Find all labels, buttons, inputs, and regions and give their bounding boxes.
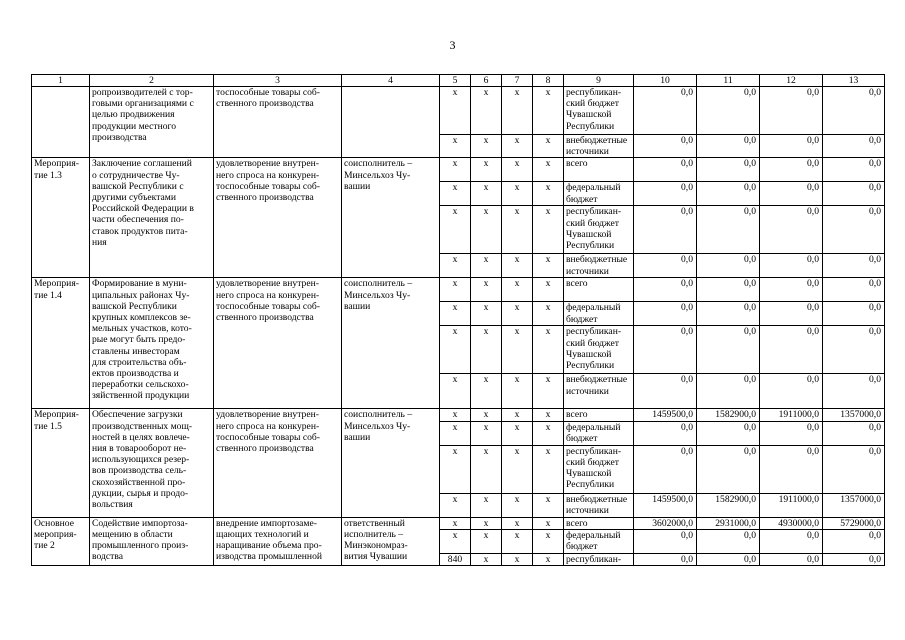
code-cell: х xyxy=(533,87,564,135)
table-body xyxy=(32,75,885,566)
amount-cell: 1357000,0 xyxy=(823,409,885,421)
code-cell: х xyxy=(502,374,533,409)
column-number: 13 xyxy=(823,75,885,87)
amount-cell: 0,0 xyxy=(697,374,760,409)
amount-cell: 0,0 xyxy=(697,302,760,326)
code-cell: х xyxy=(502,421,533,445)
code-cell: х xyxy=(471,529,502,553)
amount-cell: 0,0 xyxy=(760,445,823,493)
code-cell: х xyxy=(471,135,502,158)
code-cell: х xyxy=(440,254,471,278)
amount-cell: 0,0 xyxy=(634,302,697,326)
funding-source-cell: федеральный бюджет xyxy=(564,182,634,206)
code-cell: х xyxy=(533,529,564,553)
code-cell: х xyxy=(533,326,564,374)
funding-source-cell: федеральный бюджет xyxy=(564,302,634,326)
amount-cell: 0,0 xyxy=(823,553,885,565)
amount-cell: 0,0 xyxy=(823,421,885,445)
column-number: 1 xyxy=(32,75,90,87)
code-cell: х xyxy=(502,493,533,517)
amount-cell: 0,0 xyxy=(634,326,697,374)
code-cell: х xyxy=(471,553,502,565)
expected-result-cell: удовлетворение внутрен- него спроса на конкурен- тоспособные товары соб- ственного производства xyxy=(214,278,342,409)
executor-cell: соисполнитель – Минсельхоз Чу- вашии xyxy=(342,278,440,409)
code-cell: х xyxy=(533,158,564,182)
code-cell: х xyxy=(471,421,502,445)
code-cell: х xyxy=(533,445,564,493)
code-cell: х xyxy=(440,158,471,182)
amount-cell: 0,0 xyxy=(760,529,823,553)
amount-cell: 0,0 xyxy=(634,158,697,182)
column-number: 5 xyxy=(440,75,471,87)
amount-cell: 0,0 xyxy=(697,135,760,158)
code-cell: х xyxy=(502,278,533,302)
amount-cell: 0,0 xyxy=(823,278,885,302)
code-cell: х xyxy=(440,135,471,158)
column-number: 8 xyxy=(533,75,564,87)
table-row xyxy=(32,158,885,182)
code-cell: х xyxy=(502,445,533,493)
code-cell: х xyxy=(533,374,564,409)
measure-number-cell: Основное мероприя- тие 2 xyxy=(32,517,90,565)
amount-cell: 0,0 xyxy=(823,302,885,326)
code-cell: х xyxy=(502,553,533,565)
code-cell: х xyxy=(440,182,471,206)
code-cell: х xyxy=(440,206,471,254)
measure-number-cell xyxy=(32,87,90,158)
code-cell: х xyxy=(502,158,533,182)
amount-cell: 0,0 xyxy=(697,278,760,302)
column-number: 6 xyxy=(471,75,502,87)
amount-cell: 3602000,0 xyxy=(634,517,697,529)
amount-cell: 0,0 xyxy=(823,158,885,182)
amount-cell: 0,0 xyxy=(697,445,760,493)
funding-source-cell: всего xyxy=(564,158,634,182)
code-cell: х xyxy=(471,493,502,517)
amount-cell: 0,0 xyxy=(697,553,760,565)
funding-source-cell: всего xyxy=(564,278,634,302)
measure-number-cell: Мероприя- тие 1.5 xyxy=(32,409,90,517)
amount-cell: 0,0 xyxy=(697,182,760,206)
code-cell: х xyxy=(440,374,471,409)
amount-cell: 0,0 xyxy=(823,326,885,374)
column-number: 3 xyxy=(214,75,342,87)
amount-cell: 4930000,0 xyxy=(760,517,823,529)
amount-cell: 1582900,0 xyxy=(697,409,760,421)
amount-cell: 0,0 xyxy=(697,421,760,445)
amount-cell: 0,0 xyxy=(760,135,823,158)
code-cell: х xyxy=(440,326,471,374)
amount-cell: 0,0 xyxy=(823,135,885,158)
funding-source-cell: всего xyxy=(564,517,634,529)
column-number: 11 xyxy=(697,75,760,87)
code-cell: х xyxy=(471,302,502,326)
measure-number-cell: Мероприя- тие 1.3 xyxy=(32,158,90,278)
amount-cell: 0,0 xyxy=(634,553,697,565)
amount-cell: 1459500,0 xyxy=(634,409,697,421)
code-cell: х xyxy=(533,135,564,158)
amount-cell: 0,0 xyxy=(823,182,885,206)
code-cell: х xyxy=(502,206,533,254)
code-cell: х xyxy=(440,409,471,421)
funding-source-cell: внебюджетные источники xyxy=(564,374,634,409)
funding-source-cell: республикан- ский бюджет Чувашской Республики xyxy=(564,206,634,254)
expected-result-cell: внедрение импортозаме- щающих технологий и наращивание объема про- изводства промышленной xyxy=(214,517,342,565)
code-cell: х xyxy=(471,326,502,374)
amount-cell: 0,0 xyxy=(634,254,697,278)
amount-cell: 0,0 xyxy=(697,326,760,374)
amount-cell: 0,0 xyxy=(760,278,823,302)
executor-cell: ответственный исполнитель – Минэкономраз- вития Чувашии xyxy=(342,517,440,565)
amount-cell: 5729000,0 xyxy=(823,517,885,529)
column-number-row xyxy=(32,75,885,87)
amount-cell: 1582900,0 xyxy=(697,493,760,517)
code-cell: х xyxy=(440,517,471,529)
expected-result-cell: тоспособные товары соб- ственного производства xyxy=(214,87,342,158)
code-cell: х xyxy=(471,278,502,302)
funding-source-cell: внебюджетные источники xyxy=(564,493,634,517)
amount-cell: 0,0 xyxy=(697,87,760,135)
code-cell: х xyxy=(471,206,502,254)
amount-cell: 0,0 xyxy=(634,445,697,493)
code-cell: х xyxy=(440,87,471,135)
funding-source-cell: внебюджетные источники xyxy=(564,135,634,158)
code-cell: х xyxy=(533,517,564,529)
amount-cell: 0,0 xyxy=(760,158,823,182)
code-cell: х xyxy=(502,182,533,206)
code-cell: х xyxy=(502,529,533,553)
code-cell: х xyxy=(471,374,502,409)
measure-name-cell: Формирование в муни- ципальных районах Чу- вашской Республики крупных комплексов зе- мельных участков, кото- рые могут быть предо- ставлены инвесторам для строительства объ- ектов производства и переработки сельскохо- зяйственной продукции xyxy=(90,278,214,409)
amount-cell: 0,0 xyxy=(760,254,823,278)
code-cell: 840 xyxy=(440,553,471,565)
measure-name-cell: ропроизводителей с тор- говыми организациями с целью продвижения продукции местного производства xyxy=(90,87,214,158)
amount-cell: 0,0 xyxy=(760,302,823,326)
code-cell: х xyxy=(440,302,471,326)
table-row xyxy=(32,409,885,421)
amount-cell: 0,0 xyxy=(823,445,885,493)
expected-result-cell: удовлетворение внутрен- него спроса на конкурен- тоспособные товары соб- ственного производства xyxy=(214,409,342,517)
program-financing-table xyxy=(31,74,885,566)
expected-result-cell: удовлетворение внутрен- него спроса на конкурен- тоспособные товары соб- ственного производства xyxy=(214,158,342,278)
code-cell: х xyxy=(533,278,564,302)
table-row xyxy=(32,87,885,135)
code-cell: х xyxy=(502,135,533,158)
amount-cell: 0,0 xyxy=(634,135,697,158)
code-cell: х xyxy=(440,445,471,493)
code-cell: х xyxy=(471,445,502,493)
executor-cell: соисполнитель – Минсельхоз Чу- вашии xyxy=(342,409,440,517)
table-row xyxy=(32,517,885,529)
code-cell: х xyxy=(533,493,564,517)
amount-cell: 0,0 xyxy=(760,421,823,445)
code-cell: х xyxy=(533,421,564,445)
measure-name-cell: Обеспечение загрузки производственных мощ- ностей в целях вовлече- ния в товарооборот не- использующихся резер- вов производства сель- скохозяйственной про- дукции, сырья и продо- вольствия xyxy=(90,409,214,517)
amount-cell: 0,0 xyxy=(634,206,697,254)
code-cell: х xyxy=(533,182,564,206)
amount-cell: 0,0 xyxy=(760,326,823,374)
funding-source-cell: федеральный бюджет xyxy=(564,529,634,553)
code-cell: х xyxy=(471,158,502,182)
column-number: 7 xyxy=(502,75,533,87)
measure-name-cell: Содействие импортоза- мещению в области промышленного произ- водства xyxy=(90,517,214,565)
column-number: 12 xyxy=(760,75,823,87)
amount-cell: 2931000,0 xyxy=(697,517,760,529)
column-number: 4 xyxy=(342,75,440,87)
code-cell: х xyxy=(502,254,533,278)
funding-source-cell: республикан- ский бюджет Чувашской Республики xyxy=(564,87,634,135)
amount-cell: 1459500,0 xyxy=(634,493,697,517)
amount-cell: 0,0 xyxy=(760,206,823,254)
amount-cell: 0,0 xyxy=(634,87,697,135)
code-cell: х xyxy=(502,517,533,529)
funding-source-cell: республикан- ский бюджет Чувашской Республики xyxy=(564,445,634,493)
code-cell: х xyxy=(440,278,471,302)
code-cell: х xyxy=(471,254,502,278)
code-cell: х xyxy=(502,302,533,326)
code-cell: х xyxy=(440,421,471,445)
column-number: 9 xyxy=(564,75,634,87)
amount-cell: 0,0 xyxy=(634,421,697,445)
code-cell: х xyxy=(533,302,564,326)
amount-cell: 0,0 xyxy=(823,87,885,135)
amount-cell: 1911000,0 xyxy=(760,409,823,421)
measure-name-cell: Заключение соглашений о сотрудничестве Чу- вашской Республики с другими субъектами Российской Федерации в части обеспечения по- ставок продуктов пита- ния xyxy=(90,158,214,278)
code-cell: х xyxy=(471,517,502,529)
amount-cell: 0,0 xyxy=(760,374,823,409)
amount-cell: 0,0 xyxy=(634,278,697,302)
amount-cell: 0,0 xyxy=(823,206,885,254)
amount-cell: 0,0 xyxy=(823,374,885,409)
amount-cell: 1911000,0 xyxy=(760,493,823,517)
table-row xyxy=(32,278,885,302)
executor-cell xyxy=(342,87,440,158)
amount-cell: 0,0 xyxy=(634,529,697,553)
code-cell: х xyxy=(502,409,533,421)
page-number: 3 xyxy=(449,38,456,52)
code-cell: х xyxy=(533,254,564,278)
code-cell: х xyxy=(440,529,471,553)
amount-cell: 0,0 xyxy=(697,206,760,254)
executor-cell: соисполнитель – Минсельхоз Чу- вашии xyxy=(342,158,440,278)
code-cell: х xyxy=(471,409,502,421)
code-cell: х xyxy=(471,182,502,206)
code-cell: х xyxy=(502,326,533,374)
column-number: 10 xyxy=(634,75,697,87)
measure-number-cell: Мероприя- тие 1.4 xyxy=(32,278,90,409)
amount-cell: 1357000,0 xyxy=(823,493,885,517)
amount-cell: 0,0 xyxy=(760,87,823,135)
code-cell: х xyxy=(502,87,533,135)
amount-cell: 0,0 xyxy=(697,254,760,278)
funding-source-cell: республикан- ский бюджет Чувашской Республики xyxy=(564,326,634,374)
funding-source-cell: внебюджетные источники xyxy=(564,254,634,278)
code-cell: х xyxy=(533,409,564,421)
amount-cell: 0,0 xyxy=(697,158,760,182)
amount-cell: 0,0 xyxy=(634,374,697,409)
amount-cell: 0,0 xyxy=(823,529,885,553)
amount-cell: 0,0 xyxy=(697,529,760,553)
funding-source-cell: республикан- xyxy=(564,553,634,565)
funding-source-cell: федеральный бюджет xyxy=(564,421,634,445)
amount-cell: 0,0 xyxy=(760,553,823,565)
amount-cell: 0,0 xyxy=(823,254,885,278)
amount-cell: 0,0 xyxy=(760,182,823,206)
amount-cell: 0,0 xyxy=(634,182,697,206)
code-cell: х xyxy=(471,87,502,135)
column-number: 2 xyxy=(90,75,214,87)
funding-source-cell: всего xyxy=(564,409,634,421)
code-cell: х xyxy=(440,493,471,517)
code-cell: х xyxy=(533,553,564,565)
code-cell: х xyxy=(533,206,564,254)
